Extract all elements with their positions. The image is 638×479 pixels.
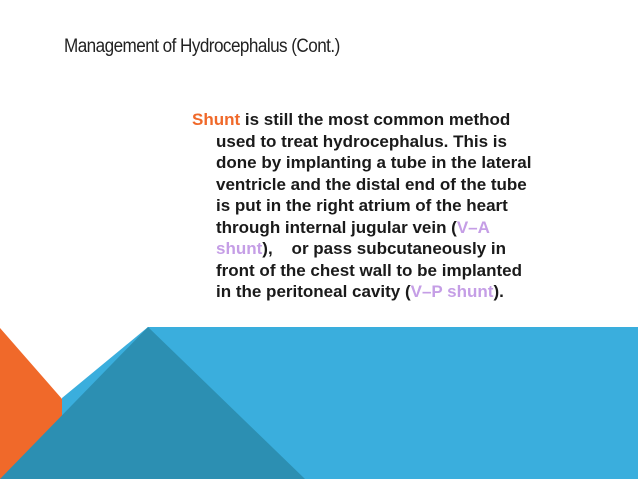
body-line-5: is put in the right atrium of the heart xyxy=(216,196,508,215)
shunt-highlight: Shunt xyxy=(192,110,241,129)
body-text-span: through internal jugular vein ( xyxy=(216,217,457,237)
body-line-7 xyxy=(192,238,602,260)
slide-title: Management of Hydrocephalus (Cont.) xyxy=(64,36,340,57)
va-shunt-highlight: V–A xyxy=(456,217,490,237)
body-text-span: is still the most common method xyxy=(240,110,511,129)
body-line-6 xyxy=(192,217,602,239)
slide-body xyxy=(192,109,602,303)
body-text-span: in the peritoneal cavity ( xyxy=(216,282,411,301)
body-line-3: done by implanting a tube in the lateral xyxy=(216,153,532,172)
body-line-4: ventricle and the distal end of the tube xyxy=(216,174,527,194)
body-line-8: front of the chest wall to be implanted xyxy=(216,260,523,280)
body-text-span: ). xyxy=(493,282,504,301)
body-text-span: ), or pass subcutaneously in xyxy=(262,239,507,258)
vp-shunt-highlight: V–P shunt xyxy=(410,282,494,301)
body-line-1 xyxy=(192,109,602,131)
va-shunt-highlight-cont: shunt xyxy=(216,239,263,258)
body-line-2: used to treat hydrocephalus. This is xyxy=(216,131,507,151)
body-line-9 xyxy=(192,281,602,303)
